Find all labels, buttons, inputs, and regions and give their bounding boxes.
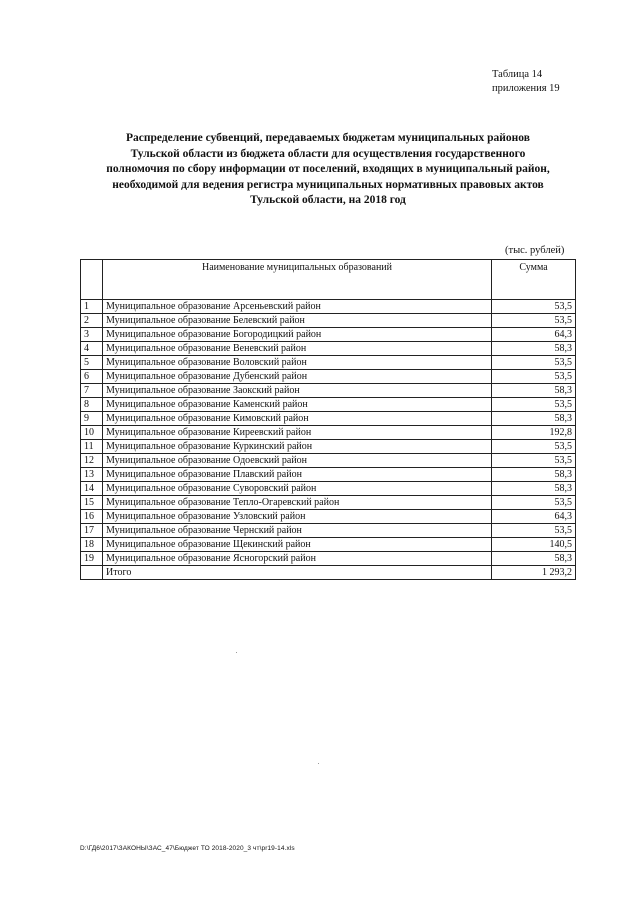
row-name: Муниципальное образование Богородицкий район <box>103 328 492 342</box>
row-sum: 53,5 <box>492 524 576 538</box>
table-row <box>81 300 576 314</box>
file-path: D:\ГД6\2017\ЗАКОНЫ\ЗАС_47\Бюджет ТО 2018-2020_3 чт\pr19-14.xls <box>80 845 295 852</box>
row-name: Муниципальное образование Узловский район <box>103 510 492 524</box>
row-sum: 58,3 <box>492 482 576 496</box>
row-sum: 58,3 <box>492 412 576 426</box>
table-body <box>81 300 576 580</box>
row-name: Муниципальное образование Каменский район <box>103 398 492 412</box>
row-sum: 58,3 <box>492 342 576 356</box>
row-number: 13 <box>81 468 103 482</box>
scan-speck <box>318 763 319 764</box>
row-number: 3 <box>81 328 103 342</box>
document-heading <box>80 131 576 209</box>
row-number: 17 <box>81 524 103 538</box>
row-sum: 53,5 <box>492 440 576 454</box>
row-number: 5 <box>81 356 103 370</box>
heading-line: Распределение субвенций, передаваемых бюджетам муниципальных районов <box>126 132 530 144</box>
header-sum: Сумма <box>492 260 576 300</box>
row-name: Муниципальное образование Арсеньевский район <box>103 300 492 314</box>
row-name: Муниципальное образование Суворовский район <box>103 482 492 496</box>
row-number: 12 <box>81 454 103 468</box>
table-row <box>81 440 576 454</box>
table-row <box>81 496 576 510</box>
row-name: Итого <box>103 566 492 580</box>
table-row <box>81 328 576 342</box>
row-number: 14 <box>81 482 103 496</box>
table-row <box>81 412 576 426</box>
row-name: Муниципальное образование Щекинский район <box>103 538 492 552</box>
row-sum: 53,5 <box>492 496 576 510</box>
row-number: 19 <box>81 552 103 566</box>
table-row <box>81 370 576 384</box>
row-sum: 1 293,2 <box>492 566 576 580</box>
row-sum: 53,5 <box>492 398 576 412</box>
table-row <box>81 454 576 468</box>
row-name: Муниципальное образование Киреевский район <box>103 426 492 440</box>
table-row <box>81 552 576 566</box>
total-row <box>81 566 576 580</box>
row-number: 4 <box>81 342 103 356</box>
table-row <box>81 510 576 524</box>
row-name: Муниципальное образование Дубенский район <box>103 370 492 384</box>
row-number: 9 <box>81 412 103 426</box>
row-name: Муниципальное образование Одоевский район <box>103 454 492 468</box>
table-row <box>81 482 576 496</box>
row-number: 2 <box>81 314 103 328</box>
heading-line: необходимой для ведения регистра муниципальных нормативных правовых актов <box>112 178 544 191</box>
row-sum: 53,5 <box>492 300 576 314</box>
row-number: 6 <box>81 370 103 384</box>
header-num <box>81 260 103 300</box>
heading-line: полномочия по сбору информации от поселений, входящих в муниципальный район, <box>106 163 550 175</box>
row-name: Муниципальное образование Веневский район <box>103 342 492 356</box>
row-number: 11 <box>81 440 103 454</box>
row-number: 1 <box>81 300 103 314</box>
row-number <box>81 566 103 580</box>
table-row <box>81 398 576 412</box>
table-row <box>81 426 576 440</box>
row-sum: 140,5 <box>492 538 576 552</box>
row-name: Муниципальное образование Белевский район <box>103 314 492 328</box>
heading-line: Тульской области из бюджета области для осуществления государственного <box>130 147 526 160</box>
row-sum: 53,5 <box>492 370 576 384</box>
table-row <box>81 524 576 538</box>
row-number: 7 <box>81 384 103 398</box>
table-row <box>81 342 576 356</box>
row-name: Муниципальное образование Тепло-Огаревский район <box>103 496 492 510</box>
row-sum: 192,8 <box>492 426 576 440</box>
row-name: Муниципальное образование Плавский район <box>103 468 492 482</box>
header-name: Наименование муниципальных образований <box>103 260 492 300</box>
row-name: Муниципальное образование Заокский район <box>103 384 492 398</box>
table-row <box>81 468 576 482</box>
row-number: 15 <box>81 496 103 510</box>
table-row <box>81 356 576 370</box>
appendix-number: приложения 19 <box>492 83 560 94</box>
row-name: Муниципальное образование Воловский район <box>103 356 492 370</box>
row-sum: 64,3 <box>492 328 576 342</box>
table-row <box>81 538 576 552</box>
table-number: Таблица 14 <box>492 69 543 80</box>
row-number: 10 <box>81 426 103 440</box>
distribution-table <box>80 259 576 580</box>
row-sum: 53,5 <box>492 314 576 328</box>
heading-line: Тульской области, на 2018 год <box>250 194 406 206</box>
row-name: Муниципальное образование Ясногорский район <box>103 552 492 566</box>
row-number: 18 <box>81 538 103 552</box>
table-reference <box>492 68 560 96</box>
row-sum: 53,5 <box>492 454 576 468</box>
row-sum: 58,3 <box>492 468 576 482</box>
row-name: Муниципальное образование Чернский район <box>103 524 492 538</box>
row-sum: 58,3 <box>492 384 576 398</box>
scan-speck <box>236 652 237 653</box>
row-name: Муниципальное образование Кимовский район <box>103 412 492 426</box>
row-number: 16 <box>81 510 103 524</box>
row-sum: 53,5 <box>492 356 576 370</box>
row-sum: 58,3 <box>492 552 576 566</box>
row-sum: 64,3 <box>492 510 576 524</box>
unit-label: (тыс. рублей) <box>505 245 565 256</box>
row-number: 8 <box>81 398 103 412</box>
row-name: Муниципальное образование Куркинский район <box>103 440 492 454</box>
table-row <box>81 384 576 398</box>
table-row <box>81 314 576 328</box>
table-header-row <box>81 260 576 300</box>
